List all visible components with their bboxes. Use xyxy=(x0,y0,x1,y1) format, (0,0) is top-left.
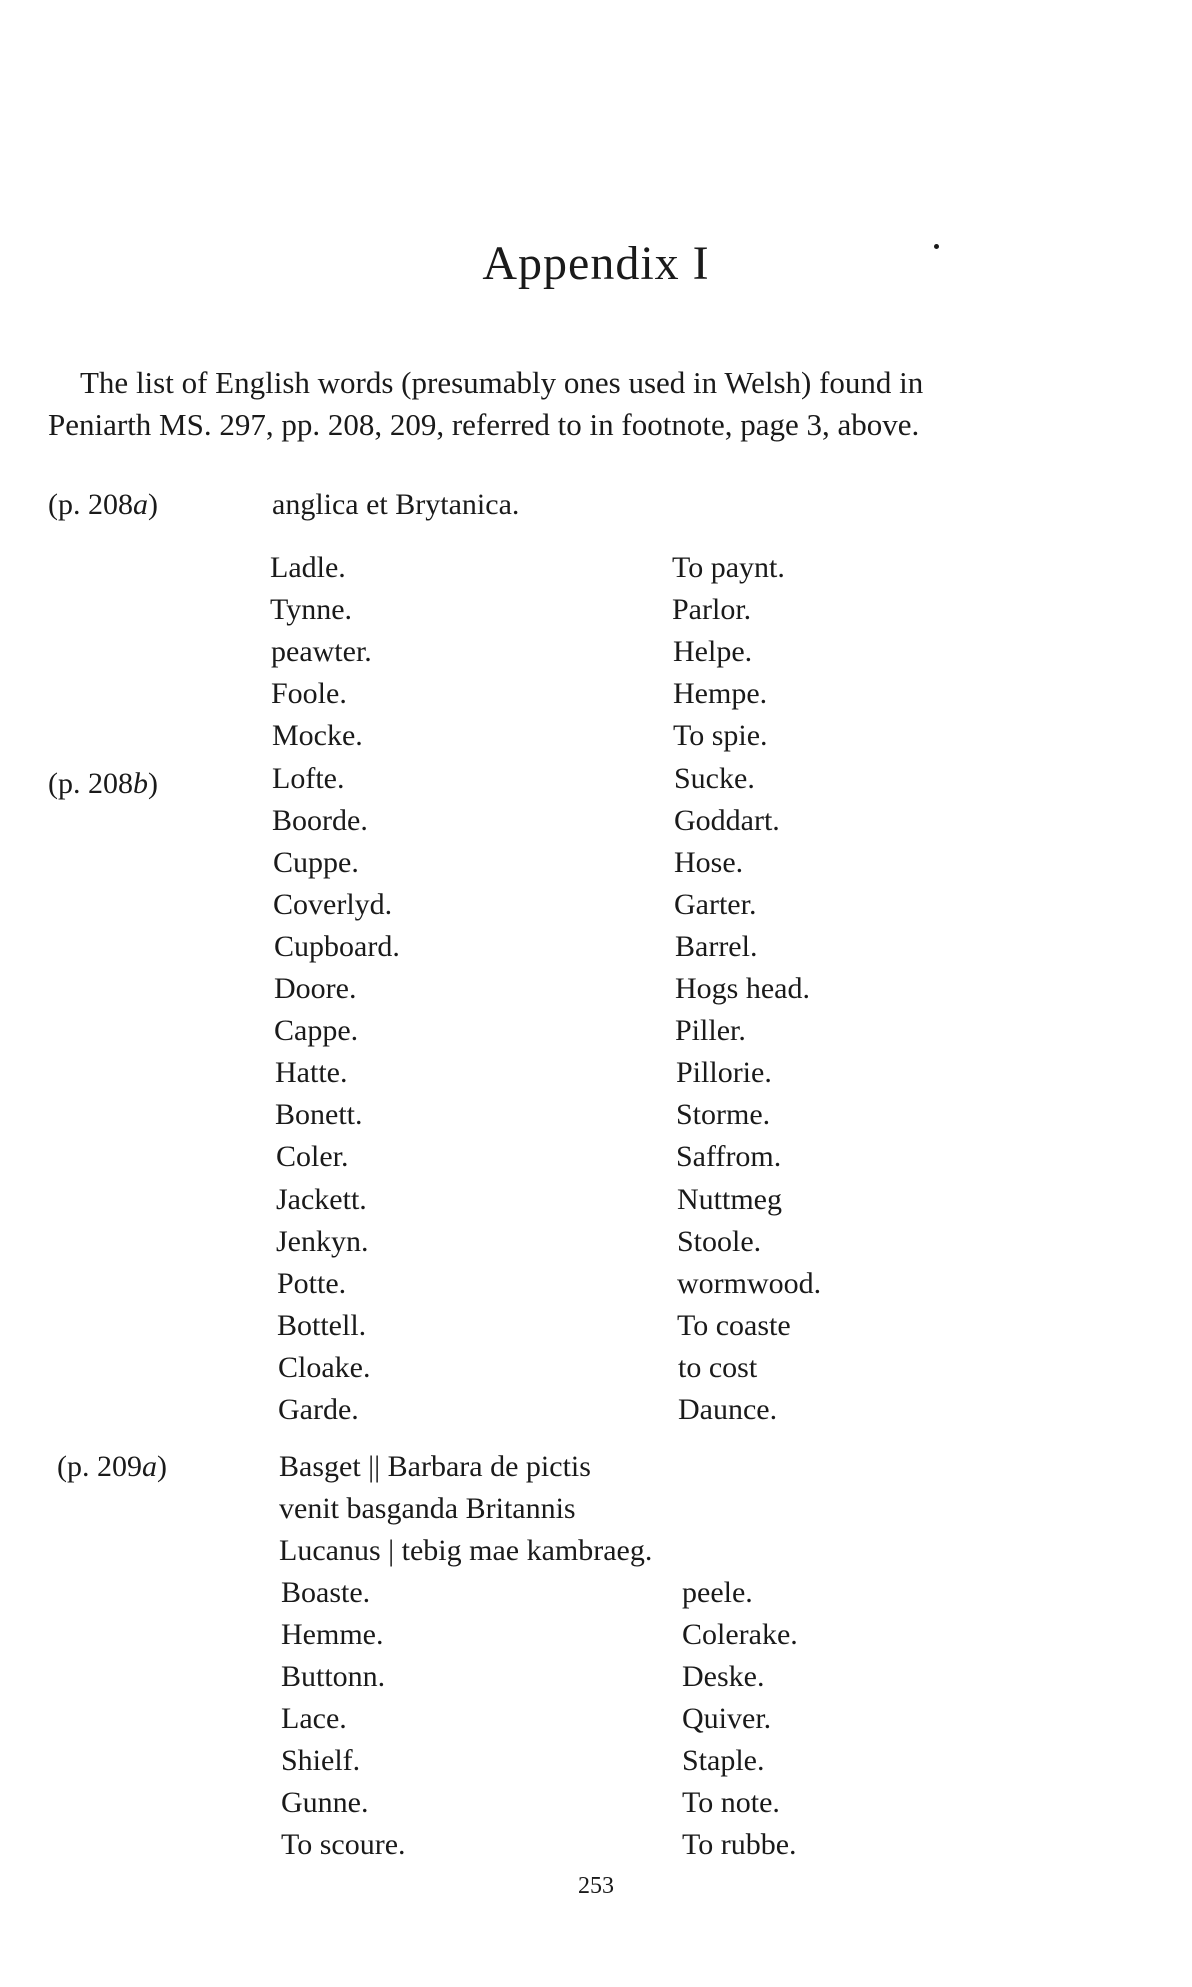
word-left: Jenkyn. xyxy=(276,1224,369,1258)
word-right: To rubbe. xyxy=(682,1828,797,1861)
word-left: Boaste. xyxy=(281,1576,371,1609)
word-left: Foole. xyxy=(271,677,347,711)
word-left: Mocke. xyxy=(272,719,363,753)
word-left: To scoure. xyxy=(281,1828,406,1861)
word-left: Buttonn. xyxy=(281,1660,386,1693)
intro-line-2: Peniarth MS. 297, pp. 208, 209, referred to in footnote, page 3, above. xyxy=(48,407,920,442)
word-right: Saffrom. xyxy=(676,1140,782,1174)
word-left: Garde. xyxy=(278,1393,359,1426)
page-title: Appendix I xyxy=(482,237,710,290)
word-right: Pillorie. xyxy=(676,1056,772,1090)
word-right: Hempe. xyxy=(673,677,768,711)
word-left: Coler. xyxy=(276,1140,349,1174)
word-right: Helpe. xyxy=(673,635,753,669)
heading-208a: anglica et Brytanica. xyxy=(272,488,520,521)
word-right: To spie. xyxy=(673,719,768,753)
page-ref-208b: (p. 208b) xyxy=(48,767,158,800)
word-left: Lofte. xyxy=(272,761,345,795)
word-left: Jackett. xyxy=(276,1182,367,1216)
latin-line: Basget || Barbara de pictis xyxy=(279,1450,591,1483)
word-right: Storme. xyxy=(676,1098,771,1132)
word-right: Deske. xyxy=(682,1660,765,1693)
word-right: Nuttmeg xyxy=(677,1182,782,1216)
word-left: Hemme. xyxy=(281,1618,384,1651)
page-ref-208a: (p. 208a) xyxy=(48,488,158,521)
word-right: wormwood. xyxy=(677,1266,822,1300)
word-left: Lace. xyxy=(281,1702,347,1735)
word-right: Daunce. xyxy=(678,1393,778,1426)
word-right: Piller. xyxy=(675,1014,746,1048)
word-right: Garter. xyxy=(674,887,757,921)
word-right: Colerake. xyxy=(682,1618,798,1651)
word-left: Cappe. xyxy=(274,1014,359,1048)
word-left: Boorde. xyxy=(272,803,368,837)
word-right: Barrel. xyxy=(675,929,758,963)
word-right: Stoole. xyxy=(677,1224,762,1258)
word-left: Bottell. xyxy=(277,1308,367,1342)
word-right: To note. xyxy=(682,1786,780,1819)
word-right: Quiver. xyxy=(682,1702,772,1735)
word-left: Cloake. xyxy=(278,1350,371,1384)
word-left: Gunne. xyxy=(281,1786,369,1819)
intro-paragraph xyxy=(48,362,1148,446)
word-right: Sucke. xyxy=(674,761,755,795)
word-left: Potte. xyxy=(277,1266,347,1300)
word-left: Doore. xyxy=(274,972,357,1005)
word-right: to cost xyxy=(678,1350,758,1384)
word-left: Cupboard. xyxy=(274,929,400,963)
word-right: Parlor. xyxy=(672,593,752,627)
word-right: Goddart. xyxy=(674,803,780,837)
word-right: peele. xyxy=(682,1576,753,1609)
word-left: Ladle. xyxy=(270,551,346,584)
word-left: Bonett. xyxy=(275,1098,363,1132)
word-right: To paynt. xyxy=(672,551,785,584)
word-left: Tynne. xyxy=(270,593,353,627)
word-right: Staple. xyxy=(682,1744,765,1777)
word-right: Hogs head. xyxy=(675,972,810,1005)
latin-line: Lucanus | tebig mae kambraeg. xyxy=(279,1534,653,1567)
word-right: Hose. xyxy=(674,845,744,879)
word-left: peawter. xyxy=(271,635,372,669)
intro-line-1: The list of English words (presumably ones used in Welsh) found in xyxy=(80,365,924,400)
word-left: Coverlyd. xyxy=(273,887,393,921)
word-right: To coaste xyxy=(677,1308,791,1342)
latin-line: venit basganda Britannis xyxy=(279,1492,576,1525)
word-left: Cuppe. xyxy=(273,845,359,879)
page-number: 253 xyxy=(578,1873,614,1899)
ink-dot xyxy=(934,244,939,249)
word-left: Hatte. xyxy=(275,1056,348,1090)
word-left: Shielf. xyxy=(281,1744,361,1777)
page-ref-209a: (p. 209a) xyxy=(57,1450,167,1483)
